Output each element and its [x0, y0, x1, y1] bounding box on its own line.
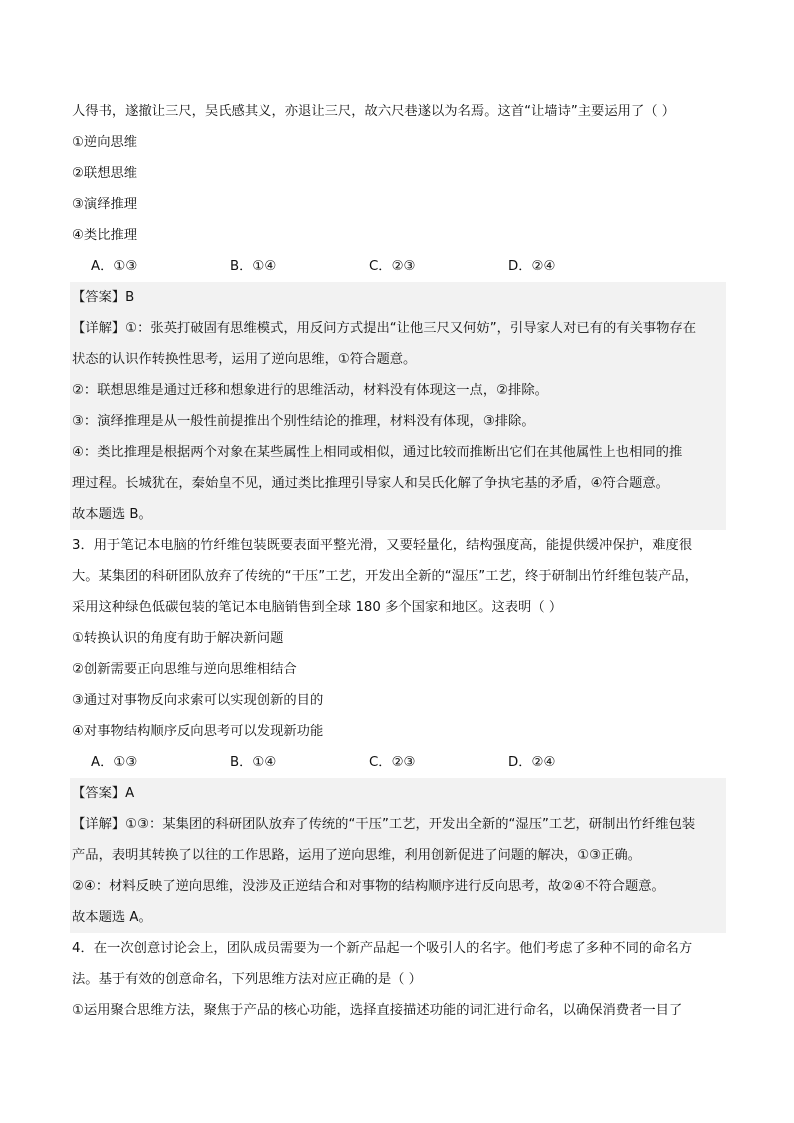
q3-explanation-3: ②④：材料反映了逆向思维，没涉及正逆结合和对事物的结构顺序进行反向思考，故②④不符合题意。	[72, 879, 665, 894]
q2-explanation-3: ②：联想思维是通过迁移和想象进行的思维活动，材料没有体现这一点，②排除。	[72, 383, 548, 398]
q2-option-a[interactable]: A．①③	[91, 259, 138, 274]
q2-item-3: ③演绎推理	[72, 197, 138, 212]
q3-options	[72, 747, 724, 778]
q2-options	[72, 251, 724, 282]
q2-explanation-4: ③：演绎推理是从一般性前提推出个别性结论的推理，材料没有体现，③排除。	[72, 414, 535, 429]
q3-explanation-4: 故本题选 A。	[72, 910, 152, 925]
q2-item-1: ①逆向思维	[72, 135, 138, 150]
q2-explanation-7: 故本题选 B。	[72, 507, 152, 522]
q2-explanation-6: 理过程。长城犹在，秦始皇不见，通过类比推理引导家人和吴氏化解了争执宅基的矛盾，④符合题意。	[72, 476, 669, 491]
q2-option-d[interactable]: D．②④	[508, 259, 556, 274]
q3-option-c[interactable]: C．②③	[369, 755, 416, 770]
q3-item-2: ②创新需要正向思维与逆向思维相结合	[72, 662, 297, 677]
q3-item-3: ③通过对事物反向求索可以实现创新的目的	[72, 693, 324, 708]
q2-explanation-5: ④：类比推理是根据两个对象在某些属性上相同或相似，通过比较而推断出它们在其他属性上也相同的推	[72, 445, 683, 460]
q3-answer: 【答案】A	[72, 786, 135, 801]
q3-item-1: ①转换认识的角度有助于解决新问题	[72, 631, 284, 646]
q3-option-a[interactable]: A．①③	[91, 755, 138, 770]
q4-stem-2: 法。基于有效的创意命名，下列思维方法对应正确的是（ ）	[72, 972, 422, 987]
q3-item-4: ④对事物结构顺序反向思考可以发现新功能	[72, 724, 324, 739]
q2-answer-block	[70, 282, 726, 530]
q3-explanation-2: 产品，表明其转换了以往的工作思路，运用了逆向思维，利用创新促进了问题的解决，①③正确。	[72, 848, 642, 863]
q2-explanation-1: 【详解】①：张英打破固有思维模式，用反问方式提出“让他三尺又何妨”，引导家人对已有的有关事物存在	[72, 321, 697, 336]
q3-explanation-1: 【详解】①③：某集团的科研团队放弃了传统的“干压”工艺，开发出全新的“湿压”工艺，研制出竹纤维包装	[72, 817, 696, 832]
q2-stem-tail: 人得书，遂撤让三尺，吴氏感其义，亦退让三尺，故六尺巷遂以为名焉。这首“让墙诗”主要运用了（ ）	[72, 104, 676, 119]
q3-stem-1: 3．用于笔记本电脑的竹纤维包装既要表面平整光滑，又要轻量化，结构强度高，能提供缓冲保护，难度很	[72, 538, 693, 553]
q4-item-1: ①运用聚合思维方法，聚焦于产品的核心功能，选择直接描述功能的词汇进行命名，以确保消费者一目了	[72, 1003, 683, 1018]
q3-option-d[interactable]: D．②④	[508, 755, 556, 770]
q2-option-c[interactable]: C．②③	[369, 259, 416, 274]
q3-stem-2: 大。某集团的科研团队放弃了传统的“干压”工艺，开发出全新的“湿压”工艺，终于研制出竹纤维包装产品，	[72, 569, 698, 584]
q2-item-2: ②联想思维	[72, 166, 138, 181]
q2-option-b[interactable]: B．①④	[230, 259, 277, 274]
q3-answer-block	[70, 778, 726, 933]
document-page	[72, 96, 724, 1026]
q3-stem-3: 采用这种绿色低碳包装的笔记本电脑销售到全球 180 多个国家和地区。这表明（ ）	[72, 600, 563, 615]
q3-option-b[interactable]: B．①④	[230, 755, 277, 770]
q4-stem-1: 4．在一次创意讨论会上，团队成员需要为一个新产品起一个吸引人的名字。他们考虑了多种不同的命名方	[72, 941, 693, 956]
q2-answer: 【答案】B	[72, 290, 135, 305]
q2-item-4: ④类比推理	[72, 228, 138, 243]
q2-explanation-2: 状态的认识作转换性思考，运用了逆向思维，①符合题意。	[72, 352, 417, 367]
